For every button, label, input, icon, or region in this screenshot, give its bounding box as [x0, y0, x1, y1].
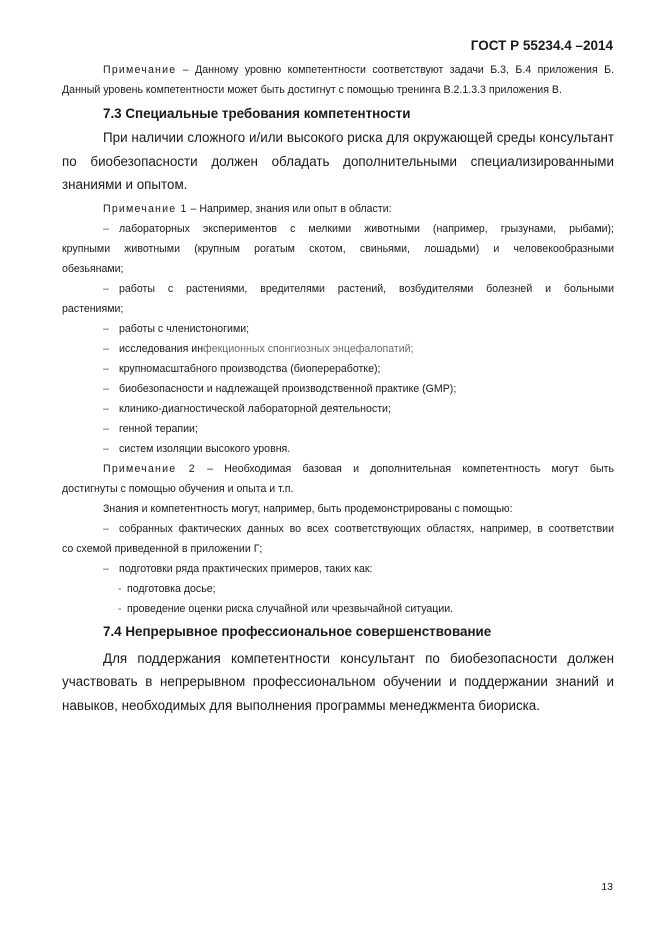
- section-7-4-para-line-1: Для поддержания компетентности консультант по биобезопасности должен: [103, 650, 614, 666]
- section-7-4-title: 7.4 Непрерывное профессиональное совершенствование: [103, 623, 492, 639]
- page-number: 13: [601, 881, 613, 893]
- dash-marker: –: [103, 362, 109, 375]
- list-item: [62, 439, 614, 459]
- section-7-3-title: 7.3 Специальные требования компетентности: [103, 106, 411, 121]
- list-item-text: собранных фактических данных во всех соответствующих областях, например, в соответствии: [119, 522, 614, 535]
- note-2-text: – Необходимая базовая и дополнительная компетентность могут быть: [195, 462, 614, 475]
- sub-list-item-text: подготовка досье;: [127, 582, 216, 595]
- note-top-text-1: – Данному уровню компетентности соответствуют задачи Б.3, Б.4 приложения Б.: [176, 64, 614, 76]
- sub-list-item: [62, 579, 614, 599]
- list-item: [62, 399, 614, 419]
- list-item-continued: растениями;: [62, 302, 124, 315]
- list-item-text: биобезопасности и надлежащей производственной практике (GMP);: [119, 382, 457, 395]
- document-standard-header: ГОСТ Р 55234.4 –2014: [470, 38, 613, 53]
- list-item-text: фекционных спонгиозных энцефалопатий;: [203, 342, 414, 355]
- note-1-text: – Например, знания или опыт в области:: [187, 202, 392, 215]
- demonstration-intro: Знания и компетентность могут, например, быть продемонстрированы с помощью:: [103, 502, 513, 515]
- list-item: [62, 359, 614, 379]
- note-2: [62, 459, 614, 479]
- note-top-line-1: [62, 60, 614, 80]
- dash-marker: -: [118, 602, 122, 615]
- note-2-continued: достигнуты с помощью обучения и опыта и т.п.: [62, 482, 294, 495]
- list-item: [62, 219, 614, 239]
- dash-marker: –: [103, 382, 109, 395]
- section-7-3-para-line-1: При наличии сложного и/или высокого риска для окружающей среды консультант: [103, 130, 614, 145]
- list-item: [62, 559, 614, 579]
- note-label: Примечание: [103, 64, 177, 76]
- list-item-text: генной терапии;: [119, 422, 198, 435]
- list-item: [62, 279, 614, 299]
- list-item: [62, 379, 614, 399]
- section-7-4-para-line-3: навыков, необходимых для выполнения программы менеджмента биориска.: [62, 697, 540, 713]
- dash-marker: –: [103, 402, 109, 415]
- list-item: [62, 339, 614, 359]
- page-body: [62, 60, 614, 717]
- list-item-text: крупномасштабного производства (биопереработке);: [119, 362, 381, 375]
- list-item: [62, 319, 614, 339]
- dash-marker: –: [103, 342, 109, 355]
- dash-marker: –: [103, 562, 109, 575]
- section-7-3-para-line-3: знаниями и опытом.: [62, 177, 188, 192]
- list-item: [62, 519, 614, 539]
- list-item-continued: обезьянами;: [62, 262, 124, 275]
- list-item-text: клинико-диагностической лабораторной деятельности;: [119, 402, 391, 415]
- dash-marker: –: [103, 282, 109, 295]
- list-item-text: исследования ин: [119, 342, 204, 355]
- list-item-continued: крупными животными (крупным рогатым скотом, свиньями, лошадьми) и человекообразными: [62, 242, 614, 255]
- dash-marker: –: [103, 222, 109, 235]
- list-item-text: работы с членистоногими;: [119, 322, 250, 335]
- note-top-line-2: Данный уровень компетентности может быть достигнут с помощью тренинга В.2.1.3.3 приложения В.: [62, 84, 562, 96]
- note-1-label: Примечание 1: [103, 202, 188, 215]
- dash-marker: -: [118, 582, 122, 595]
- list-item-text: систем изоляции высокого уровня.: [119, 442, 291, 455]
- sub-list-item-text: проведение оценки риска случайной или чрезвычайной ситуации.: [127, 602, 454, 615]
- section-7-4-para-line-2: участвовать в непрерывном профессиональном обучении и поддержании знаний и: [62, 674, 614, 689]
- section-7-3-para-line-2: по биобезопасности должен обладать дополнительными специализированными: [62, 153, 614, 169]
- list-item-text: подготовки ряда практических примеров, таких как:: [119, 562, 373, 575]
- list-item-continued: со схемой приведенной в приложении Г;: [62, 542, 263, 555]
- sub-list-item: [62, 599, 614, 619]
- dash-marker: –: [103, 442, 109, 455]
- dash-marker: –: [103, 522, 109, 535]
- note-2-label: Примечание 2: [103, 462, 196, 475]
- dash-marker: –: [103, 422, 109, 435]
- list-item-text: работы с растениями, вредителями растений, возбудителями болезней и больными: [119, 282, 614, 295]
- list-item-text: лабораторных экспериментов с мелкими животными (например, грызунами, рыбами);: [119, 222, 614, 235]
- list-item: [62, 419, 614, 439]
- dash-marker: –: [103, 322, 109, 335]
- note-1: [62, 199, 614, 219]
